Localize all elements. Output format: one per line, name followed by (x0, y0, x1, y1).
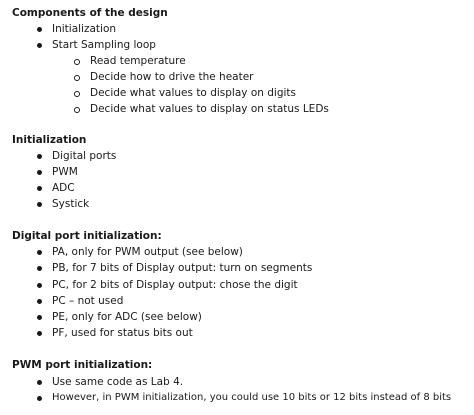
section-heading-components: Components of the design (12, 7, 168, 19)
list-item: Use same code as Lab 4. (52, 376, 184, 388)
hollow-bullet-icon (74, 91, 80, 97)
list-item: PE, only for ADC (see below) (52, 311, 202, 323)
list-item: PC – not used (52, 295, 124, 307)
bullet-icon (37, 299, 42, 304)
list-item: PC, for 2 bits of Display output: chose the digit (52, 279, 298, 291)
list-item: Initialization (52, 23, 117, 35)
bullet-icon (37, 202, 42, 207)
bullet-icon (37, 380, 42, 385)
section-heading-digital-port: Digital port initialization: (12, 230, 162, 242)
list-item: Digital ports (52, 150, 117, 162)
sub-list-item: Decide how to drive the heater (90, 71, 254, 83)
bullet-icon (37, 170, 42, 175)
list-item: PA, only for PWM output (see below) (52, 246, 243, 258)
hollow-bullet-icon (74, 107, 80, 113)
section-heading-initialization: Initialization (12, 134, 87, 146)
bullet-icon (37, 331, 42, 336)
sub-list-item: Decide what values to display on digits (90, 87, 296, 99)
bullet-icon (37, 154, 42, 159)
sub-list-item: Read temperature (90, 55, 186, 67)
list-item: PF, used for status bits out (52, 327, 193, 339)
list-item: PWM (52, 166, 78, 178)
section-heading-pwm-port: PWM port initialization: (12, 359, 153, 371)
list-item: PB, for 7 bits of Display output: turn on segments (52, 262, 313, 274)
bullet-icon (37, 266, 42, 271)
bullet-icon (37, 283, 42, 288)
list-item: Systick (52, 198, 90, 210)
bullet-icon (37, 43, 42, 48)
list-item: Start Sampling loop (52, 39, 156, 51)
sub-list-item: Decide what values to display on status LEDs (90, 103, 329, 115)
list-item: However, in PWM initialization, you could use 10 bits or 12 bits instead of 8 bits (52, 392, 452, 403)
hollow-bullet-icon (74, 59, 80, 65)
bullet-icon (37, 186, 42, 191)
bullet-icon (37, 27, 42, 32)
bullet-icon (37, 250, 42, 255)
list-item: ADC (52, 182, 75, 194)
bullet-icon (37, 315, 42, 320)
hollow-bullet-icon (74, 75, 80, 81)
bullet-icon (37, 396, 42, 401)
